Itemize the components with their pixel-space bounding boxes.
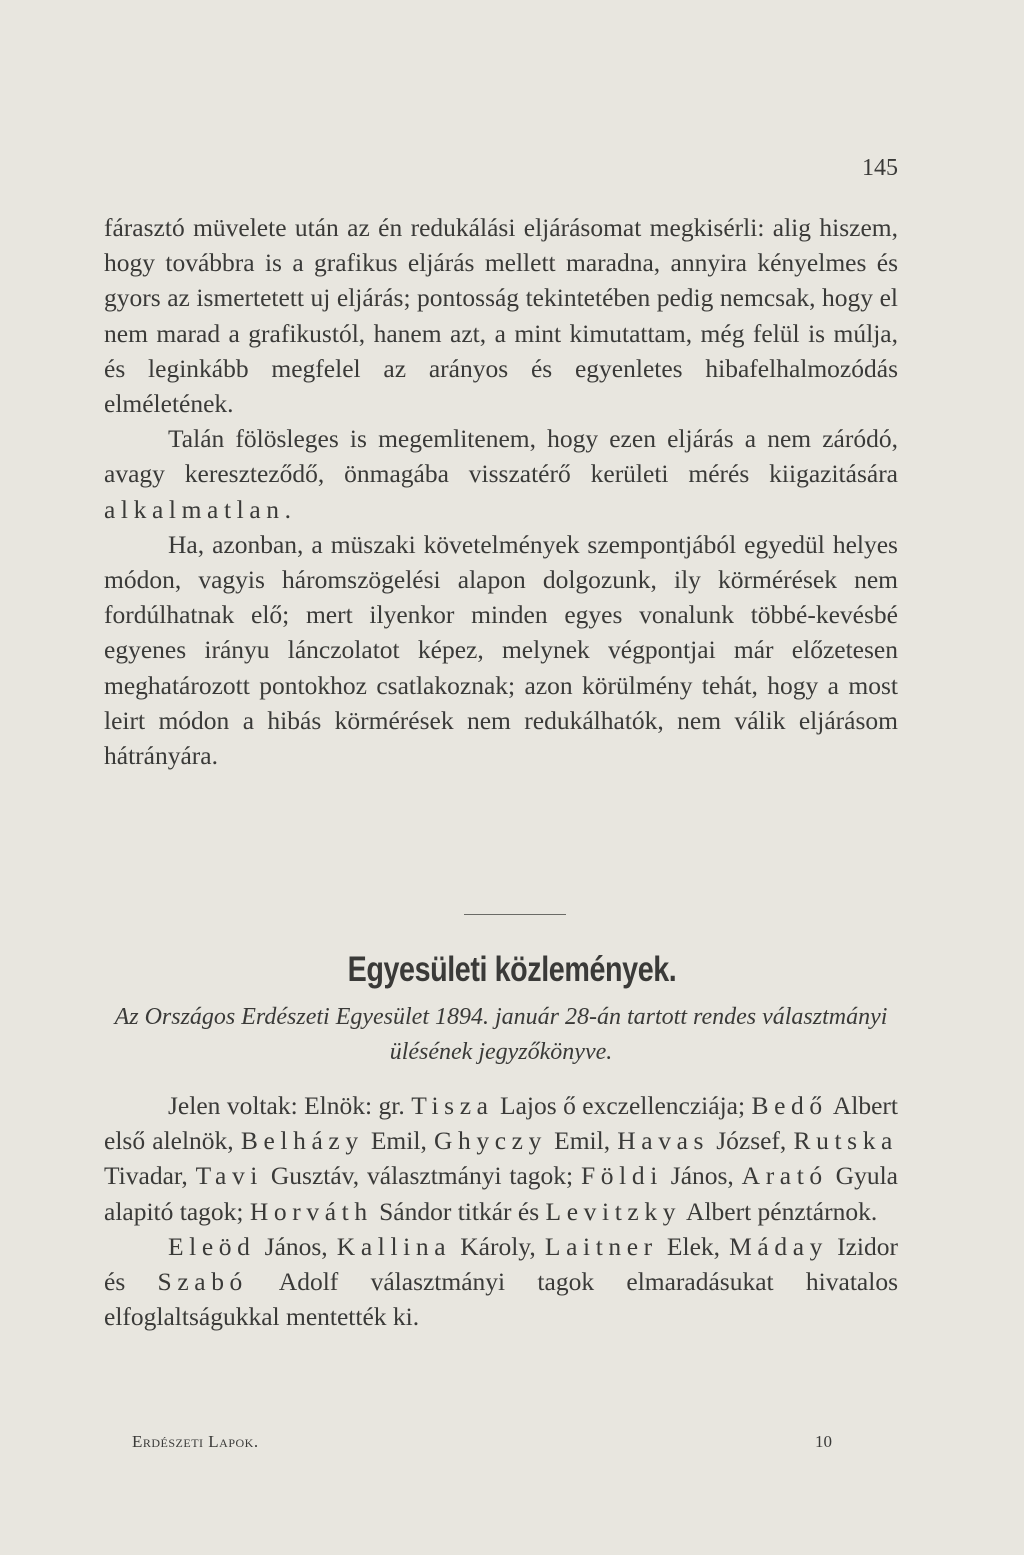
article-body <box>104 210 898 773</box>
text-run: János, <box>255 1231 337 1261</box>
text-run: Izidor és <box>104 1231 898 1297</box>
name-rutska: Rutska <box>793 1126 898 1156</box>
section-divider <box>464 914 566 915</box>
name-ghyczy: Ghyczy <box>433 1126 547 1156</box>
name-havas: Havas <box>617 1126 710 1156</box>
minutes-body <box>104 1088 898 1334</box>
text-run: Adolf választmányi tagok elmaradásukat hivatalos elfoglaltságukkal mentették ki. <box>104 1267 898 1332</box>
name-szabo: Szabó <box>157 1267 248 1297</box>
name-arato: Arató <box>741 1161 828 1191</box>
footer-signature-number: 10 <box>815 1432 832 1451</box>
page-footer <box>132 1432 832 1452</box>
text-run: Tivadar, <box>104 1161 196 1191</box>
name-laitner: Laitner <box>544 1231 658 1261</box>
name-bedo: Bedő <box>751 1091 828 1120</box>
name-maday: Máday <box>729 1231 828 1261</box>
text-run: Jelen voltak: Elnök: gr. <box>168 1091 412 1120</box>
footer-journal-name: Erdészeti Lapok. <box>132 1432 259 1451</box>
text-run: Károly, <box>451 1231 545 1261</box>
minutes-title: Az Országos Erdészeti Egyesület 1894. január 28-án tartott rendes választmányi ülésének jegyzőkönyve. <box>114 1004 888 1065</box>
text-run: János, <box>662 1161 742 1191</box>
name-levitzky: Levitzky <box>545 1196 682 1226</box>
name-foldi: Földi <box>581 1161 663 1191</box>
name-tavi: Tavi <box>195 1161 263 1191</box>
name-belhazy: Belházy <box>240 1126 364 1156</box>
text-run: Albert első alelnök, <box>104 1091 898 1156</box>
emphasis-alkalmatlan: alkalmatlan. <box>104 494 297 524</box>
text-run: Lajos ő exczellencziája; <box>493 1091 752 1120</box>
name-eleod: Eleöd <box>168 1231 256 1261</box>
text-run: Albert pénztárnok. <box>681 1196 878 1226</box>
text-run: Sándor titkár és <box>372 1196 546 1226</box>
name-kallina: Kallina <box>336 1231 452 1261</box>
paragraph-3: Ha, azonban, a müszaki követelmények szempontjából egyedül helyes módon, vagyis háromszögelési alapon dolgozunk, ily körmérések nem fordúlhatnak elő; mert ilyenkor minden egyes vonalunk többé-kevésbé egyenes irányu lánczolatot képez, melynek végpontjai már előzetesen meghatározott pontokhoz csatlakoznak; azon körülmény tehát, hogy a most leirt módon a hibás körmérések nem redukálhatók, nem válik eljárásom hátrányára. <box>104 529 898 771</box>
minutes-paragraph-1 <box>104 1088 898 1229</box>
paragraph-1: fárasztó müvelete után az én redukálási eljárásomat megkisérli: alig hiszem, hogy továbbra is a grafikus eljárás mellett maradna, annyira kényelmes és gyors az ismertetett uj eljárás; pontosság tekintetében pedig nemcsak, hogy el nem marad a grafikustól, hanem azt, a mint kimutattam, még felül is múlja, és leginkább megfelel az arányos és egyenletes hibafelhalmozódás elméletének. <box>104 213 898 419</box>
text-run: Emil, <box>363 1126 434 1156</box>
text-run: Elek, <box>657 1231 730 1261</box>
text-run: Gyula alapitó tagok; <box>104 1161 898 1226</box>
paragraph-2 <box>104 421 898 527</box>
text-run: József, <box>709 1126 794 1156</box>
minutes-paragraph-2 <box>104 1229 898 1335</box>
text-run: Emil, <box>546 1126 618 1156</box>
text-run: Gusztáv, választmányi tagok; <box>263 1161 581 1191</box>
name-tisza: Tisza <box>411 1091 494 1120</box>
page-number: 145 <box>862 155 898 181</box>
section-title: Egyesületi közlemények. <box>347 950 677 989</box>
paragraph-2-text: Talán fölösleges is megemlitenem, hogy ezen eljárás a nem záródó, avagy kereszteződő, önmagába visszatérő kerületi mérés kiigazitására <box>104 424 898 489</box>
name-horvath: Horváth <box>249 1196 373 1226</box>
